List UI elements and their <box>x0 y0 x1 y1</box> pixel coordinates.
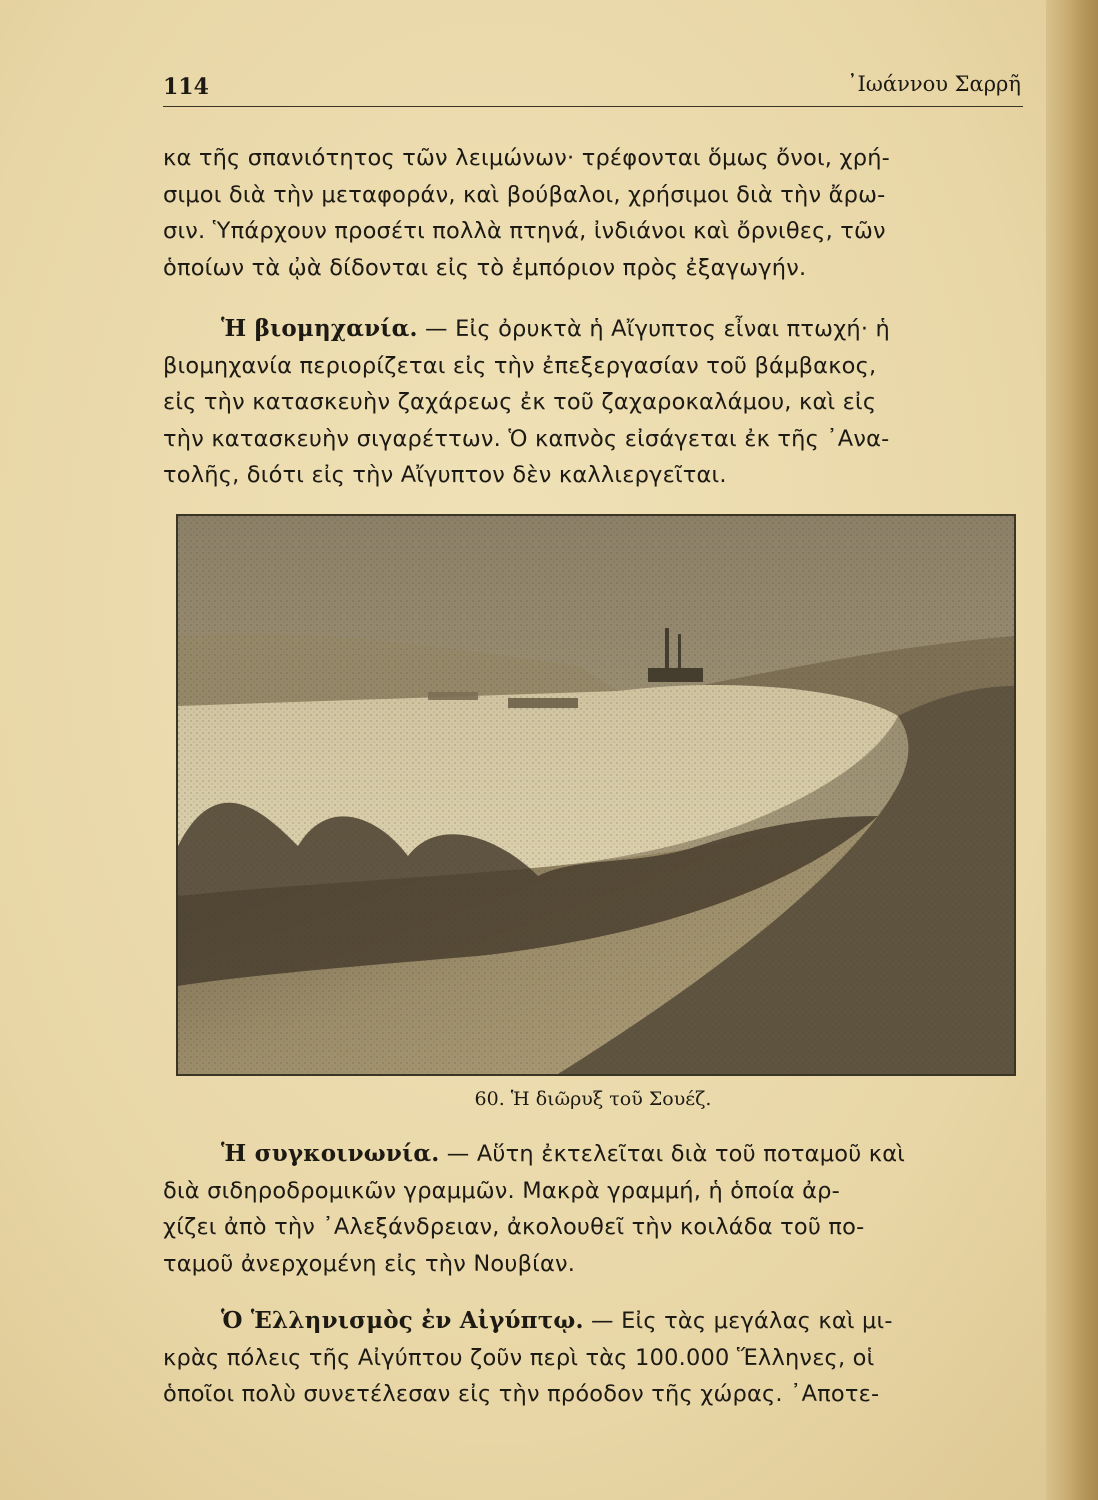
text-span: — Εἰς ὀρυκτὰ ἡ Αἴγυπτος εἶναι πτωχή· ἡ <box>417 316 891 342</box>
figure-caption: 60. Ἡ διῶρυξ τοῦ Σουέζ. <box>474 1088 712 1110</box>
text-line: τολῆς, διότι εἰς τὴν Αἴγυπτον δὲν καλλιεργεῖται. <box>163 462 727 488</box>
text-line: κα τῆς σπανιότητος τῶν λειμώνων· τρέφονται ὅμως ὄνοι, χρή- <box>163 145 890 171</box>
text-line: βιομηχανία περιορίζεται εἰς τὴν ἐπεξεργασίαν τοῦ βάμβακος, <box>163 352 877 379</box>
text-line: εἰς τὴν κατασκευὴν ζαχάρεως ἐκ τοῦ ζαχαροκαλάμου, καὶ εἰς <box>163 389 877 415</box>
paragraph-industry <box>163 311 1023 494</box>
section-heading-hellenism: Ὁ Ἑλληνισμὸς ἐν Αἰγύπτῳ. <box>221 1307 584 1334</box>
text-span: — Αὕτη ἐκτελεῖται διὰ τοῦ ποταμοῦ καὶ <box>439 1141 906 1167</box>
section-heading-industry: Ἡ βιομηχανία. <box>221 315 418 342</box>
paragraph-animals <box>163 140 1023 286</box>
section-heading-communications: Ἡ συγκοινωνία. <box>221 1140 440 1167</box>
page-number: 114 <box>163 74 209 100</box>
text-line: διὰ σιδηροδρομικῶν γραμμῶν. Μακρὰ γραμμή, ἡ ὁποία ἀρ- <box>163 1177 840 1204</box>
text-line: τὴν κατασκευὴν σιγαρέττων. Ὁ καπνὸς εἰσάγεται ἐκ τῆς ᾿Ανα- <box>163 425 890 452</box>
book-spine-shadow <box>1046 0 1098 1500</box>
text-line: κρὰς πόλεις τῆς Αἰγύπτου ζοῦν περὶ τὰς 100.000 Ἕλληνες, οἱ <box>163 1344 875 1371</box>
text-line: χίζει ἀπὸ τὴν ᾿Αλεξάνδρειαν, ἀκολουθεῖ τὴν κοιλάδα τοῦ πο- <box>163 1214 865 1240</box>
text-span: — Εἰς τὰς μεγάλας καὶ μι- <box>583 1308 893 1334</box>
text-line <box>163 1136 1023 1173</box>
text-line <box>163 1303 1023 1340</box>
text-line: ὁποῖοι πολὺ συνετέλεσαν εἰς τὴν πρόοδον τῆς χώρας. ᾿Αποτε- <box>163 1381 880 1407</box>
text-line <box>163 311 1023 348</box>
paragraph-hellenism <box>163 1303 1023 1413</box>
photo-illustration <box>178 516 1014 1074</box>
text-line: ταμοῦ ἀνερχομένη εἰς τὴν Νουβίαν. <box>163 1250 576 1277</box>
text-line: ὁποίων τὰ ᾠὰ δίδονται εἰς τὸ ἐμπόριον πρὸς ἐξαγωγήν. <box>163 254 807 281</box>
paragraph-communications <box>163 1136 1023 1282</box>
running-head: ᾿Ιωάννου Σαρρῆ <box>846 72 1021 96</box>
text-line: σιν. Ὑπάρχουν προσέτι πολλὰ πτηνά, ἰνδιάνοι καὶ ὄρνιθες, τῶν <box>163 218 886 244</box>
page-header <box>163 70 1023 107</box>
suez-canal-photo <box>176 514 1016 1076</box>
text-line: σιμοι διὰ τὴν μεταφοράν, καὶ βούβαλοι, χρήσιμοι διὰ τὴν ἄρω- <box>163 181 886 208</box>
photo-grain <box>178 516 1014 1074</box>
